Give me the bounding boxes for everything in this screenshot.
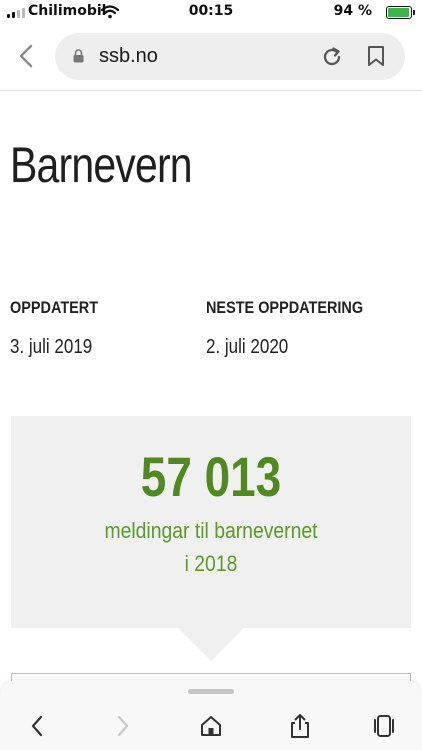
tabs-icon[interactable] xyxy=(371,713,397,739)
lock-icon xyxy=(73,49,84,63)
browser-back-icon[interactable] xyxy=(17,44,37,68)
updated-label: OPPDATERT xyxy=(10,298,99,317)
back-icon[interactable] xyxy=(24,713,50,739)
share-icon[interactable] xyxy=(287,713,313,739)
key-figure-box xyxy=(11,416,411,628)
forward-icon[interactable] xyxy=(110,713,136,739)
updated-date: 3. juli 2019 xyxy=(10,336,93,358)
browser-toolbar xyxy=(0,680,422,750)
battery-icon xyxy=(386,6,412,19)
next-update-date: 2. juli 2020 xyxy=(206,336,289,358)
key-figure-caption-line1: meldingar til barnevernet xyxy=(104,518,318,543)
clock: 00:15 xyxy=(188,3,234,19)
home-icon[interactable] xyxy=(198,713,224,739)
carrier-name: Chilimobil xyxy=(28,3,107,19)
address-bar[interactable] xyxy=(55,33,405,80)
url-text: ssb.no xyxy=(99,45,158,67)
next-update-label: NESTE OPPDATERING xyxy=(206,298,364,317)
key-figure-caption xyxy=(35,514,387,580)
status-bar xyxy=(0,0,422,24)
key-figure-caption-line2: i 2018 xyxy=(184,551,238,576)
key-figure-number: 57 013 xyxy=(140,445,282,508)
page-title: Barnevern xyxy=(10,137,192,193)
key-figure-pointer xyxy=(178,628,244,661)
reload-icon[interactable] xyxy=(321,46,343,68)
battery-percentage: 94 % xyxy=(333,3,372,19)
toolbar-grabber[interactable] xyxy=(188,689,234,694)
bookmark-icon[interactable] xyxy=(367,45,385,67)
address-bar-divider xyxy=(0,90,422,91)
